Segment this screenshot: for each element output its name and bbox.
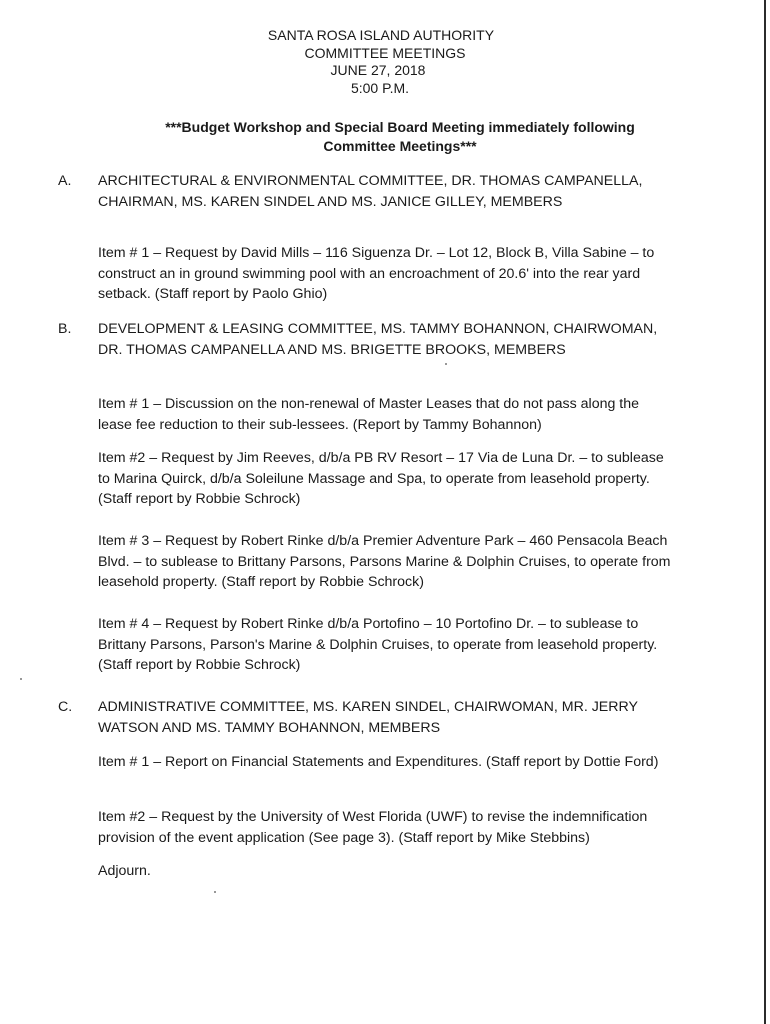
section-c-heading: ADMINISTRATIVE COMMITTEE, MS. KAREN SINDEL, CHAIRWOMAN, MR. JERRY WATSON AND MS. TAMMY BOHANNON, MEMBERS	[98, 699, 638, 736]
section-b-item-1: Item # 1 – Discussion on the non-renewal of Master Leases that do not pass along the lease fee reduction to their sub-lessees. (Report by Tammy Bohannon)	[98, 396, 640, 433]
scan-edge-line	[764, 0, 766, 1024]
meeting-date: JUNE 27, 2018	[330, 62, 426, 78]
section-c-item-1: Item # 1 – Report on Financial Statements and Expenditures. (Staff report by Dottie Ford)	[98, 754, 659, 770]
scan-speck	[214, 891, 216, 893]
section-b-letter: B.	[58, 321, 72, 337]
section-b-item-4: Item # 4 – Request by Robert Rinke d/b/a Portofino – 10 Portofino Dr. – to sublease to Brittany Parsons, Parson's Marine & Dolphin Cruises, to operate from leasehold property. (Staff report by Robbie Schrock)	[98, 616, 658, 673]
document-header	[0, 27, 770, 97]
budget-notice	[140, 118, 660, 156]
section-a-letter: A.	[58, 173, 72, 189]
scan-speck	[445, 363, 447, 365]
section-b-item-3: Item # 3 – Request by Robert Rinke d/b/a Premier Adventure Park – 460 Pensacola Beach Blvd. – to sublease to Brittany Parsons, Parsons Marine & Dolphin Cruises, to operate from leasehold property. (Staff report by Robbie Schrock)	[98, 533, 671, 590]
scan-speck	[20, 678, 22, 680]
section-c-item-2: Item #2 – Request by the University of West Florida (UWF) to revise the indemnification provision of the event application (See page 3). (Staff report by Mike Stebbins)	[98, 809, 648, 846]
section-a-heading: ARCHITECTURAL & ENVIRONMENTAL COMMITTEE, DR. THOMAS CAMPANELLA, CHAIRMAN, MS. KAREN SINDEL AND MS. JANICE GILLEY, MEMBERS	[98, 173, 643, 210]
section-c-letter: C.	[58, 699, 73, 715]
notice-line-1: ***Budget Workshop and Special Board Meeting immediately following	[165, 119, 635, 135]
section-b-item-2: Item #2 – Request by Jim Reeves, d/b/a PB RV Resort – 17 Via de Luna Dr. – to sublease to Marina Quirck, d/b/a Soleilune Massage and Spa, to operate from leasehold property. (Staff report by Robbie Schrock)	[98, 450, 664, 507]
meeting-title: COMMITTEE MEETINGS	[304, 44, 466, 61]
notice-line-2: Committee Meetings***	[323, 138, 477, 154]
adjourn-text: Adjourn.	[98, 863, 151, 879]
org-name: SANTA ROSA ISLAND AUTHORITY	[267, 27, 495, 43]
section-a-item-1: Item # 1 – Request by David Mills – 116 Siguenza Dr. – Lot 12, Block B, Villa Sabine – to construct an in ground swimming pool with an encroachment of 20.6' into the rear yard setback. (Staff report by Paolo Ghio)	[98, 245, 655, 302]
meeting-time: 5:00 P.M.	[350, 79, 410, 96]
section-b-heading: DEVELOPMENT & LEASING COMMITTEE, MS. TAMMY BOHANNON, CHAIRWOMAN, DR. THOMAS CAMPANELLA AND MS. BRIGETTE BROOKS, MEMBERS	[98, 321, 658, 358]
